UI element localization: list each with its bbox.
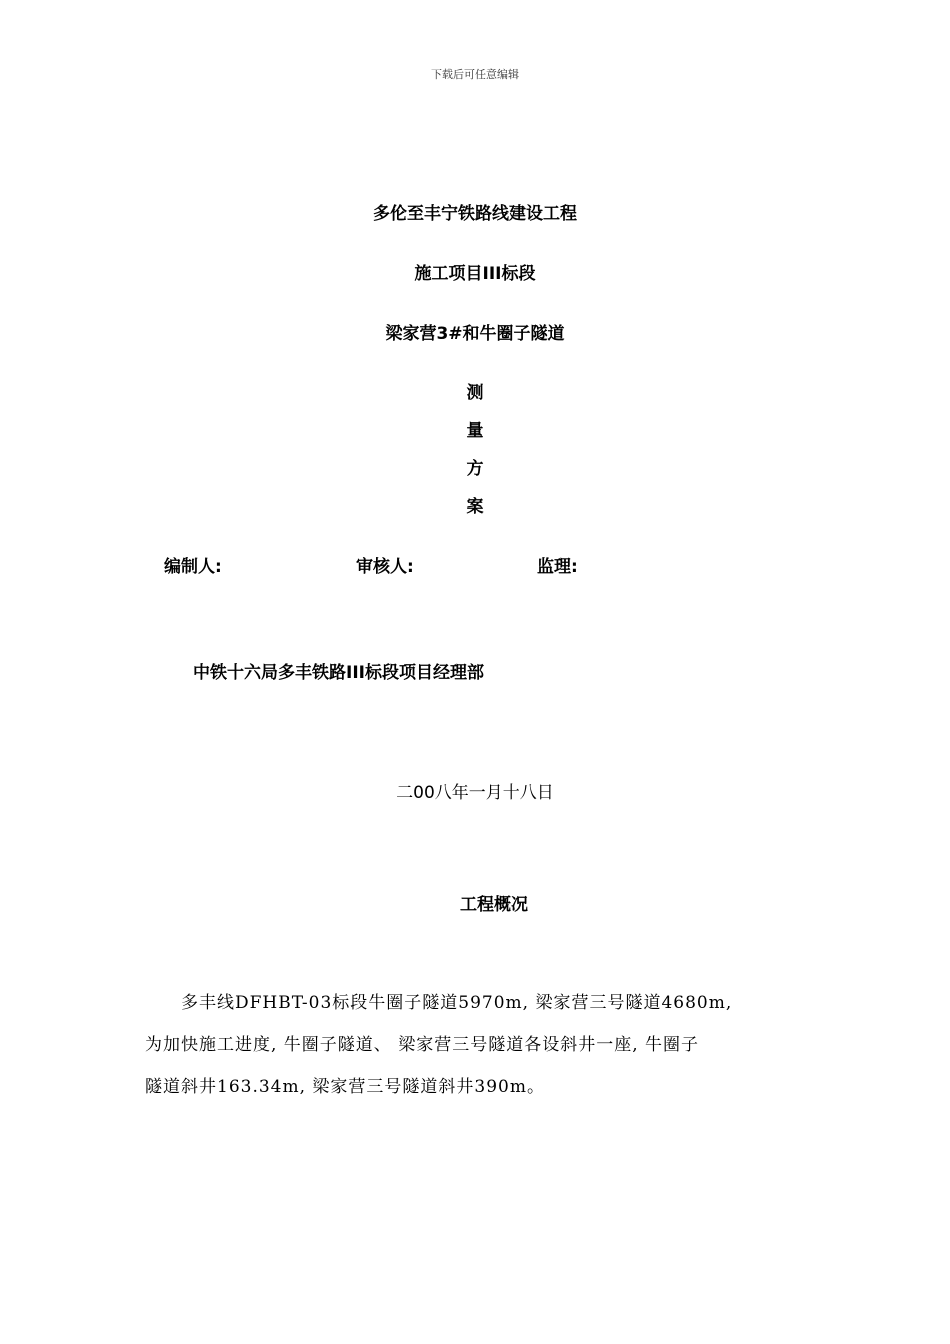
doc-type-char-1: 测 bbox=[466, 383, 484, 403]
organization-name: 中铁十六局多丰铁路III标段项目经理部 bbox=[193, 663, 484, 683]
paragraph-line-2: 为加快施工进度, 牛圈子隧道、 梁家营三号隧道各设斜井一座, 牛圈子 bbox=[145, 1035, 700, 1055]
author-label: 编制人: bbox=[164, 557, 222, 577]
doc-type-char-4: 案 bbox=[466, 497, 484, 517]
paragraph-line-3: 隧道斜井163.34m, 梁家营三号隧道斜井390m。 bbox=[145, 1077, 545, 1097]
section-title: 施工项目III标段 bbox=[414, 264, 536, 284]
reviewer-label: 审核人: bbox=[356, 557, 414, 577]
document-date: 二00八年一月十八日 bbox=[396, 783, 554, 803]
paragraph-line-1: 多丰线DFHBT-03标段牛圈子隧道5970m, 梁家营三号隧道4680m, bbox=[181, 993, 733, 1013]
tunnel-title: 梁家营3#和牛圈子隧道 bbox=[385, 324, 565, 344]
doc-type-char-3: 方 bbox=[466, 459, 484, 479]
doc-type-char-2: 量 bbox=[466, 421, 484, 441]
project-title: 多伦至丰宁铁路线建设工程 bbox=[373, 204, 577, 224]
page-header-note: 下载后可任意编辑 bbox=[431, 68, 519, 81]
supervisor-label: 监理: bbox=[537, 557, 578, 577]
section-heading: 工程概况 bbox=[460, 895, 528, 915]
